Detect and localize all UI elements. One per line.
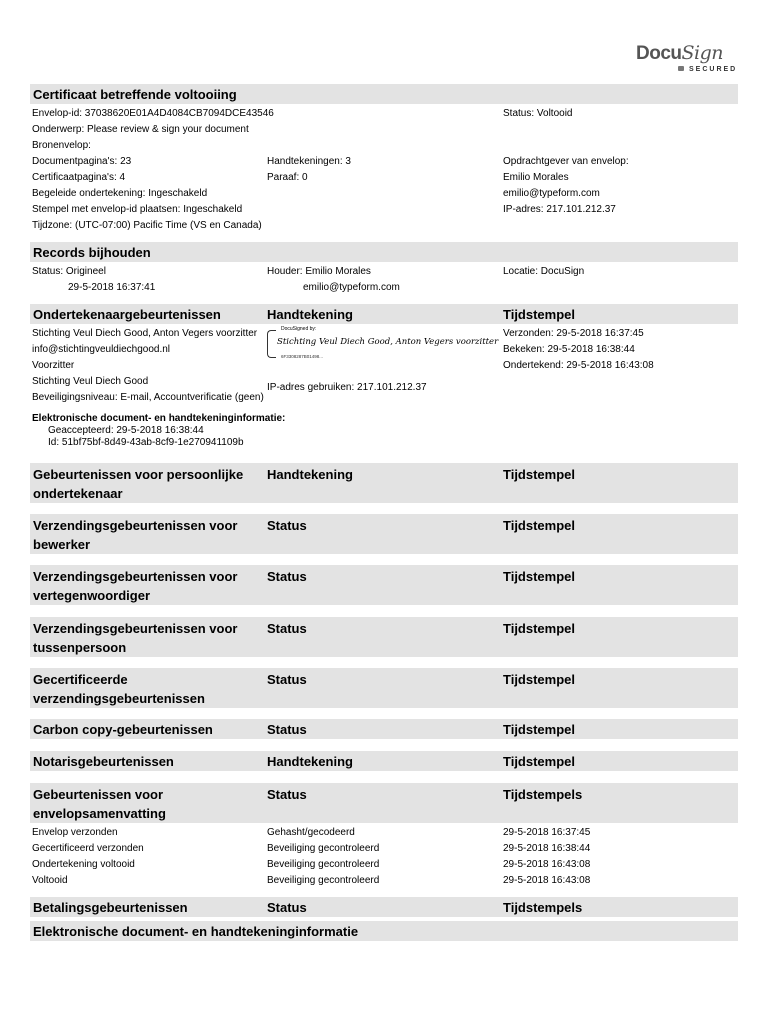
summary-status: Gehasht/gecodeerd (267, 827, 355, 838)
signature-label: DocuSigned by: (281, 326, 317, 332)
logo-secured: SECURED (689, 66, 738, 73)
signer-email: info@stichtingveuldiechgood.nl (32, 344, 171, 355)
summary-event: Ondertekening voltooid (32, 859, 135, 870)
section-title: Gecertificeerde verzendingsgebeurtenissen (33, 672, 205, 706)
summary-time: 29-5-2018 16:43:08 (503, 859, 591, 870)
section-title: Gebeurtenissen voor envelopsamenvatting (33, 787, 166, 821)
section-col2: Status (267, 569, 307, 584)
edisc-footer-title: Elektronische document- en handtekeninginformatie (33, 924, 359, 939)
logo-brand-b: Sign (681, 42, 723, 64)
signer-name: Stichting Veul Diech Good, Anton Vegers voorzitter (32, 328, 258, 339)
section-title: Gebeurtenissen voor persoonlijke ondertekenaar (33, 467, 244, 501)
signer-signed: Ondertekend: 29-5-2018 16:43:08 (503, 360, 654, 371)
section-col3: Tijdstempel (503, 754, 576, 769)
section-col2: Status (267, 518, 307, 533)
timezone: Tijdzone: (UTC-07:00) Pacific Time (VS en Canada) (32, 220, 262, 231)
summary-event: Voltooid (32, 875, 68, 886)
guided-signing: Begeleide ondertekening: Ingeschakeld (32, 188, 208, 199)
certificate-pages: Certificaatpagina's: 4 (32, 172, 126, 183)
document-pages: Documentpagina's: 23 (32, 156, 132, 167)
logo-brand-a: Docu (636, 43, 682, 64)
section-col3: Tijdstempels (503, 787, 583, 802)
section-col3: Tijdstempel (503, 672, 576, 687)
section-col3: Tijdstempel (503, 722, 576, 737)
signer-role: Voorzitter (32, 360, 75, 371)
summary-event: Envelop verzonden (32, 827, 118, 838)
edisc-title: Elektronische document- en handtekeninginformatie: (32, 413, 286, 424)
signer-sent: Verzonden: 29-5-2018 16:37:45 (503, 328, 644, 339)
source-envelope: Bronenvelop: (32, 140, 91, 151)
edisc-accepted: Geaccepteerd: 29-5-2018 16:38:44 (48, 425, 204, 436)
signer-col2: Handtekening (267, 307, 353, 322)
initials-count: Paraaf: 0 (267, 172, 308, 183)
signature-image (267, 326, 499, 362)
section-col2: Status (267, 672, 307, 687)
envelope-status: Status: Voltooid (503, 108, 573, 119)
cert-title: Certificaat betreffende voltooiing (33, 87, 237, 102)
signer-col3: Tijdstempel (503, 307, 576, 322)
summary-status: Beveiliging gecontroleerd (267, 843, 380, 854)
summary-time: 29-5-2018 16:43:08 (503, 875, 591, 886)
section-col2: Status (267, 787, 307, 802)
section-col3: Tijdstempel (503, 569, 576, 584)
section-title: Verzendingsgebeurtenissen voor vertegenwoordiger (33, 569, 238, 603)
lock-icon (678, 66, 684, 71)
originator-email: emilio@typeform.com (503, 188, 600, 199)
section-col2: Handtekening (267, 467, 353, 482)
signer-company: Stichting Veul Diech Good (32, 376, 149, 387)
section-col3: Tijdstempel (503, 467, 576, 482)
records-status: Status: Origineel (32, 266, 106, 277)
edisc-id: Id: 51bf75bf-8d49-43ab-8cf9-1e270941109b (48, 437, 244, 448)
summary-time: 29-5-2018 16:38:44 (503, 843, 591, 854)
payment-title: Betalingsgebeurtenissen (33, 900, 188, 915)
originator-ip: IP-adres: 217.101.212.37 (503, 204, 616, 215)
signatures-count: Handtekeningen: 3 (267, 156, 351, 167)
signature-script: Stichting Veul Diech Good, Anton Vegers voorzitter (277, 337, 499, 347)
signer-ip-used: IP-adres gebruiken: 217.101.212.37 (267, 382, 427, 393)
envelope-id: Envelop-id: 37038620E01A4D4084CB7094DCE43546 (32, 108, 274, 119)
records-holder: Houder: Emilio Morales (267, 266, 371, 277)
section-title: Carbon copy-gebeurtenissen (33, 722, 213, 737)
records-location: Locatie: DocuSign (503, 266, 585, 277)
signer-viewed: Bekeken: 29-5-2018 16:38:44 (503, 344, 635, 355)
envelope-id-stamp: Stempel met envelop-id plaatsen: Ingeschakeld (32, 204, 243, 215)
signer-col1: Ondertekenaargebeurtenissen (33, 307, 221, 322)
section-title: Verzendingsgebeurtenissen voor tussenpersoon (33, 621, 238, 655)
docusign-logo (636, 42, 746, 82)
summary-event: Gecertificeerd verzonden (32, 843, 144, 854)
subject: Onderwerp: Please review & sign your document (32, 124, 249, 135)
section-col3: Tijdstempel (503, 518, 576, 533)
summary-status: Beveiliging gecontroleerd (267, 875, 380, 886)
payment-col2: Status (267, 900, 307, 915)
signer-security: Beveiligingsniveau: E-mail, Accountverificatie (geen) (32, 392, 264, 403)
records-date: 29-5-2018 16:37:41 (68, 282, 156, 293)
section-col2: Status (267, 722, 307, 737)
signature-id: 6F3308287B01498... (281, 354, 324, 359)
payment-col3: Tijdstempels (503, 900, 583, 915)
section-col3: Tijdstempel (503, 621, 576, 636)
section-col2: Handtekening (267, 754, 353, 769)
originator-name: Emilio Morales (503, 172, 569, 183)
section-title: Verzendingsgebeurtenissen voor bewerker (33, 518, 238, 552)
records-holder-email: emilio@typeform.com (303, 282, 400, 293)
summary-time: 29-5-2018 16:37:45 (503, 827, 591, 838)
section-title: Notarisgebeurtenissen (33, 754, 174, 769)
section-col2: Status (267, 621, 307, 636)
records-title: Records bijhouden (33, 245, 151, 260)
originator-label: Opdrachtgever van envelop: (503, 156, 629, 167)
summary-status: Beveiliging gecontroleerd (267, 859, 380, 870)
